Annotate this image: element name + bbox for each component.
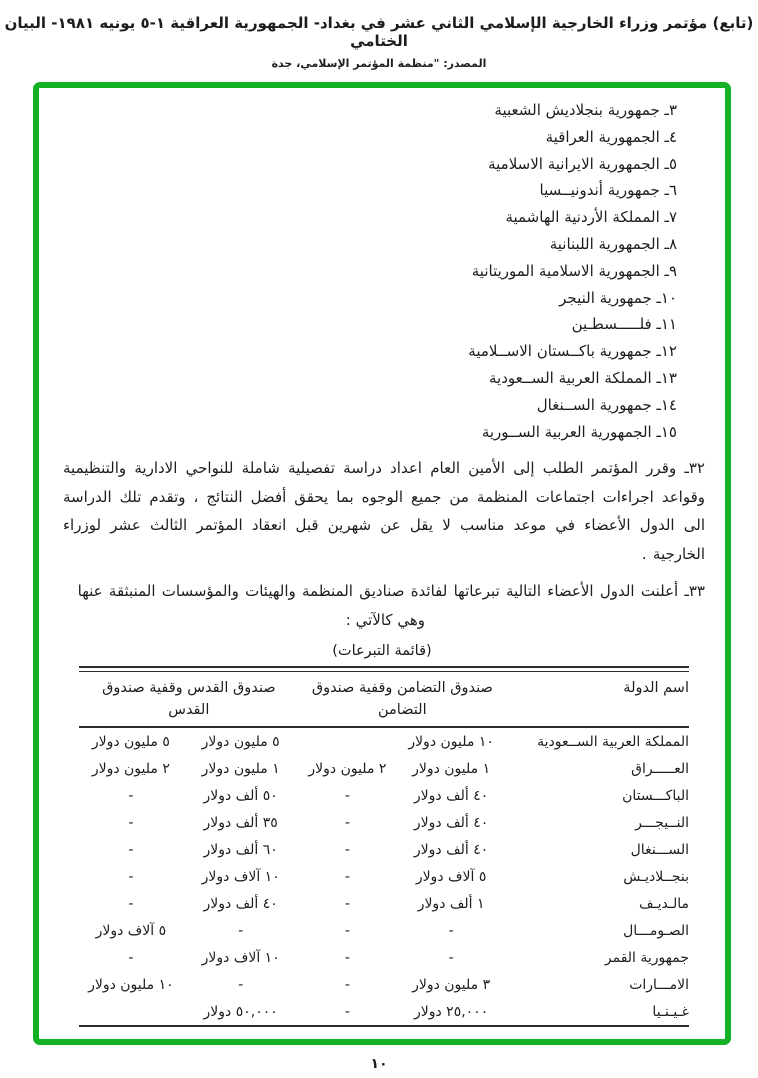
list-item: ١٤ـ جمهورية الســنغال — [536, 395, 677, 414]
cell-solidarity-waqf: - — [344, 976, 350, 993]
table-row — [79, 971, 689, 998]
cell-solidarity-waqf: - — [344, 949, 350, 966]
cell-quds-waqf: - — [128, 868, 134, 885]
column-header-solidarity-fund-line2: التضامن — [377, 702, 427, 719]
list-item: ٤ـ الجمهورية العراقية — [545, 127, 677, 146]
list-item: ٩ـ الجمهورية الاسلامية الموريتانية — [471, 261, 677, 280]
cell-solidarity-waqf: - — [344, 895, 350, 912]
cell-quds-waqf: ٥ مليون دولار — [91, 733, 170, 750]
cell-solidarity-waqf: - — [344, 787, 350, 804]
document-body — [39, 88, 725, 1039]
cell-country: غـيـنـيا — [652, 1003, 689, 1020]
cell-quds-waqf — [79, 998, 183, 1026]
cell-quds-waqf: - — [128, 949, 134, 966]
page-number: ١٠ — [370, 1056, 388, 1072]
list-item: ٨ـ الجمهورية اللبنانية — [549, 234, 677, 253]
cell-solidarity-fund: ٣ مليون دولار — [412, 976, 491, 993]
table-row — [79, 944, 689, 971]
table-row — [79, 863, 689, 890]
cell-quds-fund: - — [238, 976, 244, 993]
table-row — [79, 998, 689, 1026]
table-row — [79, 755, 689, 782]
table-row — [79, 890, 689, 917]
cell-solidarity-waqf: - — [344, 922, 350, 939]
cell-solidarity-fund: ٤٠ ألف دولار — [413, 814, 489, 831]
cell-country: النــيجـــر — [635, 814, 689, 831]
cell-country: المملكة العربية الســعودية — [537, 733, 689, 750]
cell-quds-fund: ١٠ آلاف دولار — [201, 868, 280, 885]
list-item: ٧ـ المملكة الأردنية الهاشمية — [505, 208, 677, 227]
cell-solidarity-fund: ٥ آلاف دولار — [415, 868, 487, 885]
paragraph-33-tail: وهي كالآتي : — [345, 610, 425, 629]
donations-table-zone — [79, 666, 689, 1027]
table-header — [79, 672, 689, 727]
cell-quds-fund: ٤٠ ألف دولار — [203, 895, 278, 912]
cell-solidarity-waqf: - — [344, 1003, 350, 1020]
document-source: المصدر: "منظمة المؤتمر الإسلامي، جدة — [271, 57, 487, 70]
cell-quds-waqf: ١٠ مليون دولار — [88, 976, 174, 993]
document-header — [0, 14, 758, 70]
paragraph-33: ٣٣ـ أعلنت الدول الأعضاء التالية تبرعاتها لفائدة صناديق المنظمة والهيئات والمؤسسات المنبثقة عنها — [77, 582, 705, 601]
cell-country: العـــــراق — [631, 760, 689, 777]
list-item: ٦ـ جمهورية أندونيــسيا — [539, 181, 677, 200]
cell-quds-waqf: ٢ مليون دولار — [91, 760, 170, 777]
cell-solidarity-waqf — [299, 727, 397, 755]
cell-country: مالـديـف — [639, 895, 689, 912]
cell-solidarity-waqf: - — [344, 868, 350, 885]
cell-solidarity-fund: ١ مليون دولار — [412, 760, 491, 777]
cell-country: الصـومـــال — [623, 922, 689, 939]
cell-quds-fund: - — [238, 922, 244, 939]
donations-table-title: (قائمة التبرعات) — [332, 643, 432, 660]
list-item: ١١ـ فلـــــسطـين — [571, 315, 677, 334]
cell-solidarity-fund: ١ ألف دولار — [417, 895, 485, 912]
cell-quds-fund: ٣٥ ألف دولار — [203, 814, 278, 831]
cell-solidarity-fund: ٤٠ ألف دولار — [413, 787, 489, 804]
donations-table — [79, 672, 689, 1027]
cell-solidarity-fund: ٤٠ ألف دولار — [413, 841, 489, 858]
cell-quds-waqf: ٥ آلاف دولار — [95, 922, 167, 939]
list-item: ١٠ـ جمهورية النيجر — [559, 288, 677, 307]
column-header-country: اسم الدولة — [623, 680, 689, 697]
paragraph-32: ٣٢ـ وقرر المؤتمر الطلب إلى الأمين العام اعداد دراسة تفصيلية شاملة للنواحي الادارية والتنظيمية وقواعد اجراءات اجتماعات المنظمة من جميع الوجوه بما يحقق أفضل النتائج ، وتقدم تلك الدراسة الى الدول الأعضاء في موعد مناسب لا يقل عن شهرين قبل انعقاد المؤتمر الثالث عشر لوزراء الخارجية . — [63, 459, 705, 563]
cell-solidarity-waqf: - — [344, 841, 350, 858]
column-header-quds-fund: صندوق القدس وقفية صندوق — [102, 680, 276, 697]
column-header-quds-fund-line2: القدس — [168, 702, 210, 719]
document-title: (تابع) مؤتمر وزراء الخارجية الإسلامي الثاني عشر في بغداد- الجمهورية العراقية ١-٥ يونيه ١٩٨١- البيان الختامي — [4, 14, 754, 50]
cell-quds-waqf: - — [128, 814, 134, 831]
cell-country: بنجــلاديـش — [623, 868, 689, 885]
cell-quds-fund: ٥٠ ألف دولار — [203, 787, 278, 804]
cell-solidarity-fund: ٢٥,٠٠٠ دولار — [413, 1003, 489, 1020]
cell-country: الســـنغال — [630, 841, 689, 858]
cell-country: جمهورية القمر — [604, 949, 689, 966]
cell-country: الباكـــستان — [622, 787, 689, 804]
table-row — [79, 782, 689, 809]
cell-quds-fund: ٥٠,٠٠٠ دولار — [203, 1003, 278, 1020]
list-item: ٣ـ جمهورية بنجلاديش الشعبية — [494, 101, 677, 119]
table-row — [79, 917, 689, 944]
member-country-list — [39, 97, 677, 445]
cell-quds-fund: ٥ مليون دولار — [201, 733, 280, 750]
cell-quds-waqf: - — [128, 895, 134, 912]
list-item: ١٣ـ المملكة العربية الســعودية — [489, 368, 677, 387]
cell-quds-waqf: - — [128, 787, 134, 804]
cell-country: الامـــارات — [629, 976, 689, 993]
cell-solidarity-waqf: ٢ مليون دولار — [308, 760, 387, 777]
cell-solidarity-waqf: - — [344, 814, 350, 831]
green-border-frame — [33, 82, 731, 1045]
cell-quds-waqf: - — [128, 841, 134, 858]
list-item: ١٥ـ الجمهورية العربية الســورية — [481, 422, 677, 441]
table-row — [79, 836, 689, 863]
cell-solidarity-fund: ١٠ مليون دولار — [408, 733, 494, 750]
cell-quds-fund: ٦٠ ألف دولار — [203, 841, 278, 858]
cell-quds-fund: ١ مليون دولار — [201, 760, 280, 777]
table-row — [79, 809, 689, 836]
table-row — [79, 727, 689, 755]
cell-quds-fund: ١٠ آلاف دولار — [201, 949, 280, 966]
list-item: ٥ـ الجمهورية الايرانية الاسلامية — [488, 154, 677, 173]
cell-solidarity-fund: - — [448, 922, 454, 939]
list-item: ١٢ـ جمهورية باكــستان الاســلامية — [468, 342, 677, 361]
cell-solidarity-fund: - — [448, 949, 454, 966]
column-header-solidarity-fund: صندوق التضامن وقفية صندوق — [311, 680, 493, 697]
